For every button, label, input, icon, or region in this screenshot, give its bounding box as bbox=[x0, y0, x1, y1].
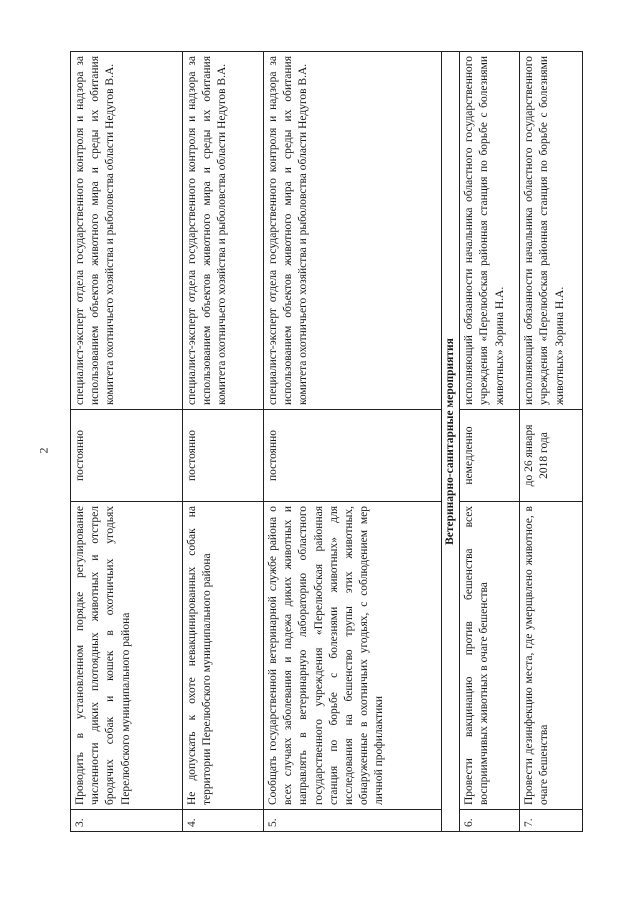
row-number: 6. bbox=[460, 810, 520, 832]
page-number: 2 bbox=[36, 447, 51, 454]
responsible-text: специалист-эксперт отдела государственного контроля и надзора за использованием объектов животного мира и среды их обитания комитета охотничьего хозяйства и рыболовства области Недугов В.А. bbox=[264, 52, 442, 410]
term-text: постоянно bbox=[71, 410, 183, 502]
responsible-text: специалист-эксперт отдела государственного контроля и надзора за использованием объектов животного мира и среды их обитания комитета охотничьего хозяйства и рыболовства области Недугов В.А. bbox=[183, 52, 264, 410]
term-text: немедленно bbox=[460, 410, 520, 502]
row-number: 3. bbox=[71, 810, 183, 832]
responsible-text: исполняющий обязанности начальника областного государственного учреждения «Перелюбская районная станция по борьбе с болезнями животных» Зорина Н.А. bbox=[520, 52, 583, 410]
row-number: 4. bbox=[183, 810, 264, 832]
section-title: Ветеринарно-санитарные мероприятия bbox=[442, 52, 460, 832]
table-row bbox=[183, 52, 264, 832]
table-row bbox=[460, 52, 520, 832]
rotated-table-wrapper bbox=[70, 52, 582, 832]
table-row bbox=[264, 52, 442, 832]
measures-table bbox=[70, 51, 583, 832]
row-number: 5. bbox=[264, 810, 442, 832]
measure-text: Провести вакцинацию против бешенства всех восприимчивых животных в очаге бешенства bbox=[460, 502, 520, 810]
term-text: постоянно bbox=[183, 410, 264, 502]
term-text: постоянно bbox=[264, 410, 442, 502]
measure-text: Провести дезинфекцию места, где умерщвлено животное, в очаге бешенства bbox=[520, 502, 583, 810]
term-text: до 26 января 2018 года bbox=[520, 410, 583, 502]
row-number: 7. bbox=[520, 810, 583, 832]
responsible-text: специалист-эксперт отдела государственного контроля и надзора за использованием объектов животного мира и среды их обитания комитета охотничьего хозяйства и рыболовства области Недугов В.А. bbox=[71, 52, 183, 410]
responsible-text: исполняющий обязанности начальника областного государственного учреждения «Перелюбская районная станция по борьбе с болезнями животных» Зорина Н.А. bbox=[460, 52, 520, 410]
measure-text: Не допускать к охоте невакцинированных собак на территории Перелюбского муниципального района bbox=[183, 502, 264, 810]
table-row bbox=[520, 52, 583, 832]
measure-text: Сообщать государственной ветеринарной службе района о всех случаях заболевания и падежа диких животных и направлять в ветеринарную лабораторию областного государственного учреждения «Перелюбская районная станция по борьбе с болезнями животных» для исследования на бешенство трупы этих животных, обнаруженные в охотничьих угодьях, с соблюдением мер личной профилактики bbox=[264, 502, 442, 810]
measure-text: Проводить в установленном порядке регулирование численности диких плотоядных животных и отстрел бродячих собак и кошек в охотничьих угодьях Перелюбского муниципального района bbox=[71, 502, 183, 810]
table-row bbox=[71, 52, 183, 832]
section-header-row bbox=[442, 52, 460, 832]
